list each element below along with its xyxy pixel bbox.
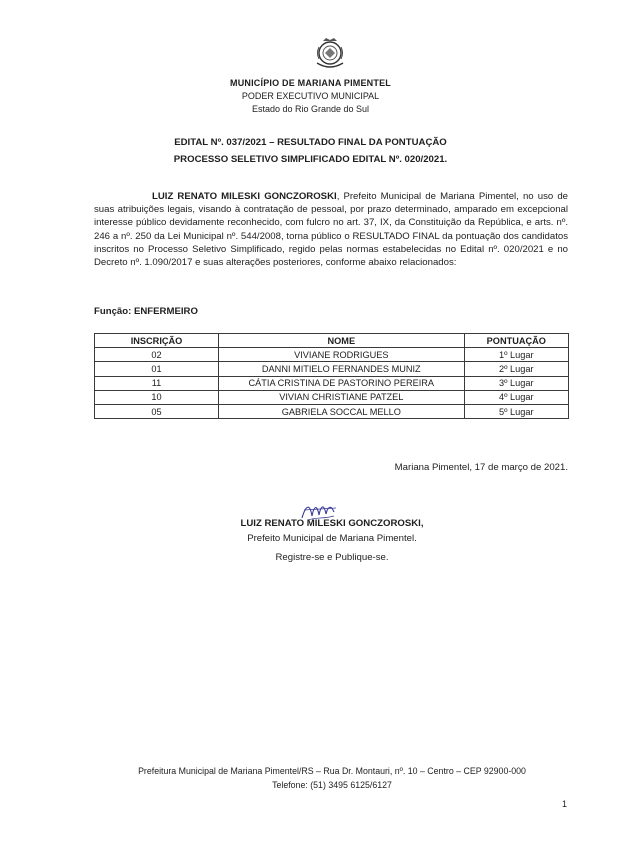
footer-phone: Telefone: (51) 3495 6125/6127 — [272, 780, 392, 790]
cell-nome: VIVIAN CHRISTIANE PATZEL — [219, 390, 465, 404]
author-name: LUIZ RENATO MILESKI GONCZOROSKI — [152, 191, 337, 202]
results-table — [94, 333, 569, 419]
cell-pontuacao: 1º Lugar — [464, 348, 568, 362]
cell-inscricao: 10 — [95, 390, 219, 404]
cell-inscricao: 02 — [95, 348, 219, 362]
footer-address: Prefeitura Municipal de Mariana Pimentel/RS – Rua Dr. Montauri, nº. 10 – Centro – CEP 92900-000 — [138, 766, 526, 776]
table-header-row — [95, 334, 569, 348]
process-title: PROCESSO SELETIVO SIMPLIFICADO EDITAL Nº. 020/2021. — [173, 154, 448, 165]
cell-pontuacao: 3º Lugar — [464, 376, 568, 390]
table-row — [95, 376, 569, 390]
cell-pontuacao: 5º Lugar — [464, 404, 568, 418]
header-nome: NOME — [219, 334, 465, 348]
function-label: Função: ENFERMEIRO — [94, 306, 198, 317]
executive-branch: PODER EXECUTIVO MUNICIPAL — [241, 91, 380, 101]
table-row — [95, 362, 569, 376]
cell-nome: GABRIELA SOCCAL MELLO — [219, 404, 465, 418]
cell-pontuacao: 4º Lugar — [464, 390, 568, 404]
municipal-crest-icon — [314, 35, 346, 71]
table-row — [95, 390, 569, 404]
cell-inscricao: 11 — [95, 376, 219, 390]
table-row — [95, 404, 569, 418]
state-name: Estado do Rio Grande do Sul — [251, 104, 370, 114]
cell-nome: VIVIANE RODRIGUES — [219, 348, 465, 362]
cell-pontuacao: 2º Lugar — [464, 362, 568, 376]
registre-line: Registre-se e Publique-se. — [275, 552, 389, 563]
cell-nome: DANNI MITIELO FERNANDES MUNIZ — [219, 362, 465, 376]
signatory-name: LUIZ RENATO MILESKI GONCZOROSKI, — [240, 518, 424, 529]
body-paragraph — [94, 190, 568, 269]
page-number: 1 — [562, 799, 568, 809]
cell-inscricao: 05 — [95, 404, 219, 418]
header-inscricao: INSCRIÇÃO — [95, 334, 219, 348]
cell-nome: CÁTIA CRISTINA DE PASTORINO PEREIRA — [219, 376, 465, 390]
cell-inscricao: 01 — [95, 362, 219, 376]
signatory-role: Prefeito Municipal de Mariana Pimentel. — [247, 533, 417, 544]
date-line: Mariana Pimentel, 17 de março de 2021. — [394, 462, 568, 473]
municipality-name: MUNICÍPIO DE MARIANA PIMENTEL — [230, 78, 391, 88]
table-row — [95, 348, 569, 362]
header-pontuacao: PONTUAÇÃO — [464, 334, 568, 348]
body-text: , Prefeito Municipal de Mariana Pimentel, no uso de suas atribuições legais, visando à contratação de pessoal, por prazo determinado, amparado em excepcional interesse público devidamente reconhecido, com fulcro no art. 37, IX, da Constituição da República, e arts. nº. 246 a nº. 250 da Lei Municipal nº. 544/2008, torna público o RESULTADO FINAL da pontuação dos candidatos inscritos no Processo Seletivo Simplificado, regido pelas normas estabelecidas no Edital nº. 020/2021 e no Decreto nº. 1.090/2017 e suas alterações posteriores, conforme abaixo relacionados: — [94, 191, 568, 269]
edital-title: EDITAL Nº. 037/2021 – RESULTADO FINAL DA PONTUAÇÃO — [174, 137, 447, 148]
